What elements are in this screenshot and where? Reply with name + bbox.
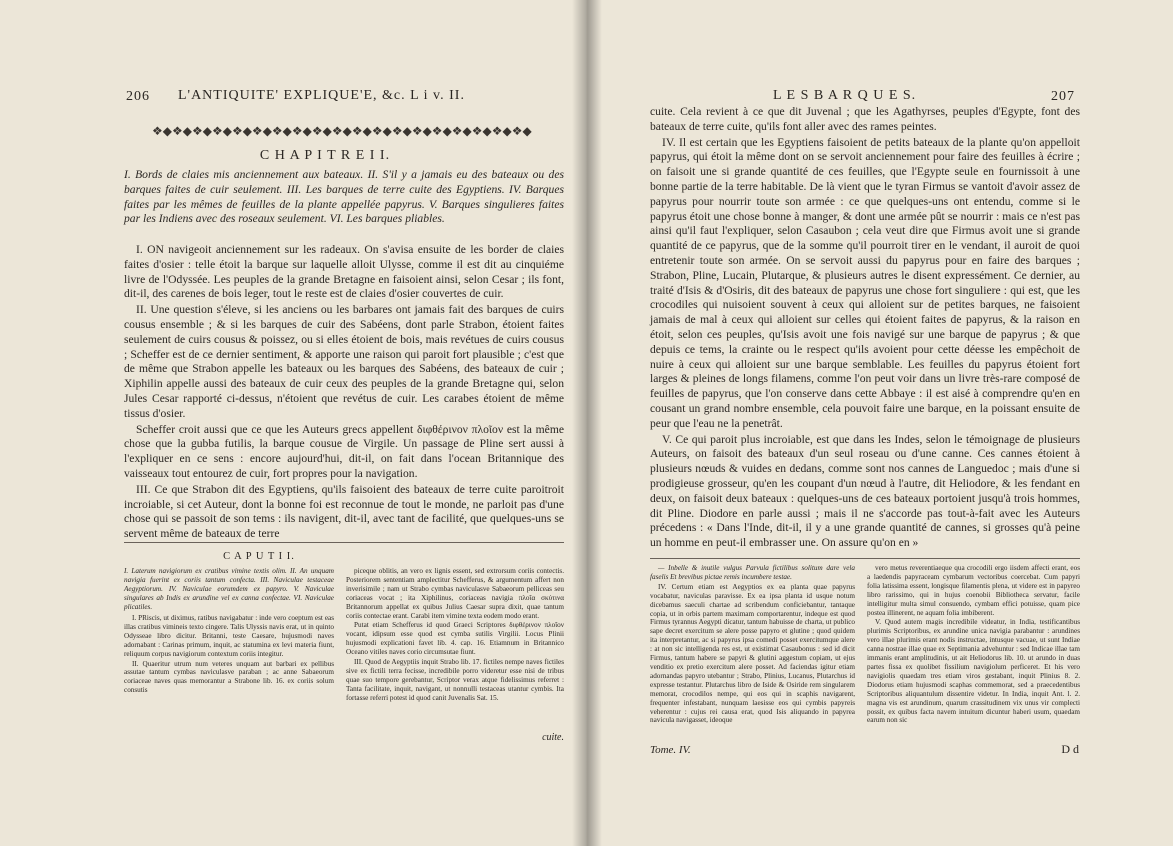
page-number-right: 207 [1051,89,1075,104]
note-paragraph: III. Quod de Aegyptiis inquit Strabo lib. 17. fictiles nempe naves fictiles sive ex fictili terra fecisse, incredibile porro videretur esse nisi de tribus quae suo tempore gerebantur, Scriptor verax atque fidelissimus referret : Tanta facilitate, inquit, navigant, ut nonnulli testaceas utantur cymbis. Ita fortasse referri potest id quod canit Juvenalis Sat. 15. [346,658,564,702]
paragraph: I. ON navigeoit anciennement sur les radeaux. On s'avisa ensuite de les border de claies faites d'osier : telle étoit la barque sur laquelle alloit Ulysse, comme il est dit au cinquiéme livre de l'Odyssée. Les peuples de la grande Bretagne en faisoient ainsi, selon Cesar ; ils font, dit-il, des carenes de bois leger, tout le reste est de claies d'osier couvertes de cuir. [124,243,564,301]
signature-volume: Tome. IV. [650,744,691,756]
paragraph: cuite. Cela revient à ce que dit Juvenal ; que les Agathyrses, peuples d'Egypte, font des bateaux de terre cuite, qu'ils font aller avec des rames peintes. [650,105,1080,133]
note-column-1 [650,564,855,740]
paragraph: Scheffer croit aussi que ce que les Auteurs grecs appellent διφθέρινον πλοῖον est la même chose que la gubba futilis, la barque cousue de Virgile. Un passage de Pline sert aussi à l'expliquer en ce sens : encore aujourd'hui, dit-il, on fait dans l'ocean Britannique des vaisseaux tout entourez de cuir, fort propres pour la navigation. [124,422,564,480]
paragraph: V. Ce qui paroit plus incroiable, est que dans les Indes, selon le témoignage de plusieurs Auteurs, on faisoit des bateaux d'un seul roseau ou d'une canne. Ces cannes étoient à plusieurs nœuds & vuides en dedans, comme sont nos cannes de Languedoc ; mais d'une si prodigieuse grosseur, qu'en les coupant d'un nœud à l'autre, dit Heliodore, & les fendant en deux, on faisoit deux bateaux : quelques-uns de ces bateaux portoient jusqu'à trois hommes, dit Pline. Diodore en parle aussi ; mais il ne s'accorde pas tout-à-fait avec les Auteurs précedens : « Dans l'Inde, dit-il, il y a une grande quantité de cannes, si grosses qu'à peine un homme en peut-il embrasser une. On assure qu'on en » [650,432,1080,550]
note-paragraph: Putat etiam Schefferus id quod Graeci Scriptores διφθέρινον πλοῖον vocant, idipsum esse quod est cymba sutilis Virgilii. Locus Plinii hujusmodi explicationi favet lib. 4. cap. 16. Etiamnum in Britannico Oceano vitiles naves corio circumsutae fiunt. [346,621,564,657]
signature-mark: D d [1061,742,1079,756]
paragraph: II. Une question s'éleve, si les anciens ou les barbares ont jamais fait des barques de cuirs cousus ensemble ; & si les barques de cuir des Sabéens, dont parle Strabon, étoient faites seulement de cuirs cousus & poissez, ou si elles étoient de bois, mais revétues de cuirs cousus ; Scheffer est de ce dernier sentiment, & apporte une raison qui paroit fort plausible ; c'est que de même que Strabon appelle les bateaux ou les barques des Sabéens, des bateaux de cuir ; Xiphilin appelle aussi des bateaux de cuir ceux des peuples de la grande Bretagne qui, selon Jules Cesar rapporté ci-dessus, n'étoient que revétus de cuir. Les carabes étoient de même tissus d'osier. [124,303,564,420]
latin-chapter-title: C A P U T I I. [223,551,295,562]
left-main-text [124,243,564,543]
note-paragraph: — Inbelle & inutile vulgus Parvula fictilibus solitum dare vela faselis Et brevibus pictae remis incumbere testae. [650,564,855,581]
note-paragraph: II. Quaeritur utrum num veteres unquam aut barbari ex pellibus assutae tantum cymbas naviculasve paraban ; ac anne Sabaeorum coriaceae naves quas memorantur a Strabone lib. 16. ex coriis solum consutis [124,659,334,695]
note-paragraph: V. Quod autem magis incredibile videatur, in India, testificantibus plurimis Scriptoribus, ex arundine unica navigia parabantur : arundines vero illae plurimis erant nodis instructae, intusque vacuae, ut sunt Indiae canna nostrae illae quae ex Septimania advehuntur : sed Indicae illae tam immanis erant amplitudinis, ut ait Heliodorus lib. 10. ut arundo in duas partes fissa ex quolibet fissilium navigiolum perficeret. Et his vero navigiolis quaedam tres etiam viros gestabant, inquit Plinius 8. 2. Diodorus etiam hujusmodi scaphas commemorat, sed a praecedentibus Scriptoribus aliquantulum dissentire videtur. In India, inquit Ant. l. 2. magna vis est arundinum, quarum crassitudinem vix unus vir complecti possit, ex quibus facta navem intuitum dicuntur haberi usum, quaedam earum non sic [867,618,1080,725]
running-head-right: L E S B A R Q U E S. [773,88,917,103]
latin-column-1 [124,614,334,726]
ornament-band: ❖◆❖◆❖◆❖◆❖◆❖◆❖◆❖◆❖◆❖◆❖◆❖◆❖◆❖◆❖◆❖◆❖◆❖◆❖◆ [152,124,532,138]
page-number-left: 206 [126,89,150,104]
right-page [587,0,1173,846]
note-paragraph: piceque oblitis, an vero ex lignis essent, sed extrorsum coriis contectis. Posteriorem sententiam amplectitur Schefferus, & argumentum affert non inverisimile ; nam ut Strabo cymbas naviculasve Sabaeorum pelliceas seu coriaceas vocat ; ita Xiphilinus, coriaceas navigia πλοῖα σκύτινα Britannorum appellat ex quibus Julius Caesar supra dixit, quae tantum coriis contectae erant. Carabi item vimine texta eodem modo erant. [346,567,564,620]
note-paragraph: I. PRiscis, ut diximus, ratibus navigabatur : inde vero coeptum est eas illas cratibus vimineis texto cingere. Talis Ulyssis navis erat, ut in quinto Odysseae libro dicitur. Britanni, teste Caesare, hujusmodi naves adornabant : Carinas primum, inquit, ac statumina ex levi materia fiunt, reliquum corpus navigiorum contextum coriis integitur. [124,614,334,658]
note-paragraph: vero metus reverentiaeque qua crocodili ergo iisdem affecti erant, eos a laedendis papyraceam cymbarum vectoribus coercebat. Cum papyri folia latissima essent, longisque filamentis plena, ut videre est in papyreo libro rarissimo, qui in hujus coenobii Bibliotheca servatur, facile intelligitur multa simul consuendo, cymbam effici potuisse, quam pice postea illinerent, ne aquam folia imbiberent. [867,564,1080,617]
chapter-title: C H A P I T R E I I. [259,148,391,163]
note-paragraph: IV. Certum etiam est Aegyptios ex ea planta quae papyrus vocabatur, naviculas paravisse. Ex ea ipsa planta id usque notum dicebamus saeculi chartae ad scribendum conficiebantur, tantaque copia, ut in orbis partem maximam comportarentur, indeque est quod Firmus tyrannus Aegypti dicatur, tantum habuisse de charta, ut publico sape decret exercitum se alere posse papyro et glutine ; quod quidem ita interpretantur, ac si papyrus ipsa comedi posset exercitumque alere : at non sic intelligenda res est, ut existimat Casaubonus : sed id dicit Firmus, tantum habere se papyri & glutini aggestum copiam, ut ejus venditio ex pretio exercitum alere posset. Ad faciendas igitur etiam adornandas papyro utebantur ; Strabo, Plinius, Lucanus, Plutarchus id expresse testantur. Plutarchus libro de Iside & Osiride rem singularem memorat, crocodilos nempe, qui eos qui in scaphis navigarent, frequenter infestabant, nunquam laesisse eos qui cymbis papyreis veherentur : cujus rei causa erat, quod Isis aliquando in papyrea navicula navigasset, ideoque [650,582,855,725]
chapter-summary: I. Bords de claies mis anciennement aux bateaux. II. S'il y a jamais eu des bateaux ou des barques faites de cuir seulement. III. Les barques de terre cuite des Egyptiens. IV. Barques faites par les mêmes de feuilles de la plante appellée papyrus. V. Barques singulieres faites par les Indiens avec des roseaux seulement. VI. Les barques pliables. [124,168,564,226]
latin-summary: I. Laterum navigiorum ex cratibus vimine textis olim. II. An unquam navigia fuerint ex coriis tantum confecta. III. Naviculae testaceae Aegyptiorum. IV. Naviculae eorumdem ex papyro. V. Naviculae singulares ab Indis ex arundine vel ex canna confectae. VI. Naviculae plicatiles. [124,567,334,611]
catchword: cuite. [542,732,564,743]
paragraph: IV. Il est certain que les Egyptiens faisoient de petits bateaux de la plante qu'on appelloit papyrus, qui étoit la même dont on se servoit anciennement pour faire des feuilles à écrire ; on faisoit une si grande quantité de ces feuilles, que l'Egypte seule en fournissoit à une bonne partie de la terre habitable. De là vient que le tyran Firmus se vantoit d'avoir assez de papyrus pour nourrir toute son armée : ce que quelques-uns ont entendu, comme si le papyrus étoit une chose bonne à manger, & dont une armée pût se nourrir : mais ce n'est pas ainsi qu'il faut l'expliquer, selon Casaubon ; cela veut dire que Firmus avoit une si grande quantité de ce papyrus, que de la somme qu'il pourroit tirer en le vendant, il auroit de quoi entretenir toute son armée. On se servoit aussi du papyrus pour en faire des barques ; Strabon, Pline, Lucain, Plutarque, & plusieurs autres le disent expressément. Ce dernier, au traité d'Isis & d'Osiris, dit des bateaux de papyrus une chose fort singuliere : qui est, que les crocodiles qui nuisoient souvent à ceux qui alloient sur de petites barques, ne faisoient jamais de mal à ceux qui alloient sur celles qui étoient faites de papyrus, & la raison en étoit, selon ces peuples, qu'Isis avoit une fois navigé sur une barque de papyrus ; & que depuis ce tems, la crainte ou le respect qu'ils avoient pour cette déesse les empêchoit de nuire à ceux qui alloient sur une barque semblable. Les feuilles du papyrus étoient fort larges & pleines de longs filamens, comme l'on peut voir dans un livre très-rare composé de feuilles de papyrus, que l'on conserve dans cette Abbaye : il est aisé à comprendre qu'en en cousant un grand nombre ensemble, cela pouvoit faire une barque, en la poissant ensuite de peur que l'eau ne la penetrât. [650,135,1080,430]
right-main-text [650,105,1080,552]
running-head-left: L'ANTIQUITE' EXPLIQUE'E, &c. L i v. II. [178,88,465,103]
note-column-2 [867,564,1080,740]
footnote-rule [650,558,1080,559]
footnote-rule [124,542,564,543]
paragraph: III. Ce que Strabon dit des Egyptiens, qu'ils faisoient des bateaux de terre cuite paroitroit incroiable, si cet Auteur, dont la bonne foi est reconnue de tout le monde, ne parloit pas d'une chose qui se passoit de son tems : ils navigent, dit-il, avec tant de facilité, que quelques-uns se servent même de bateaux de terre [124,482,564,541]
latin-column-2 [346,567,564,729]
